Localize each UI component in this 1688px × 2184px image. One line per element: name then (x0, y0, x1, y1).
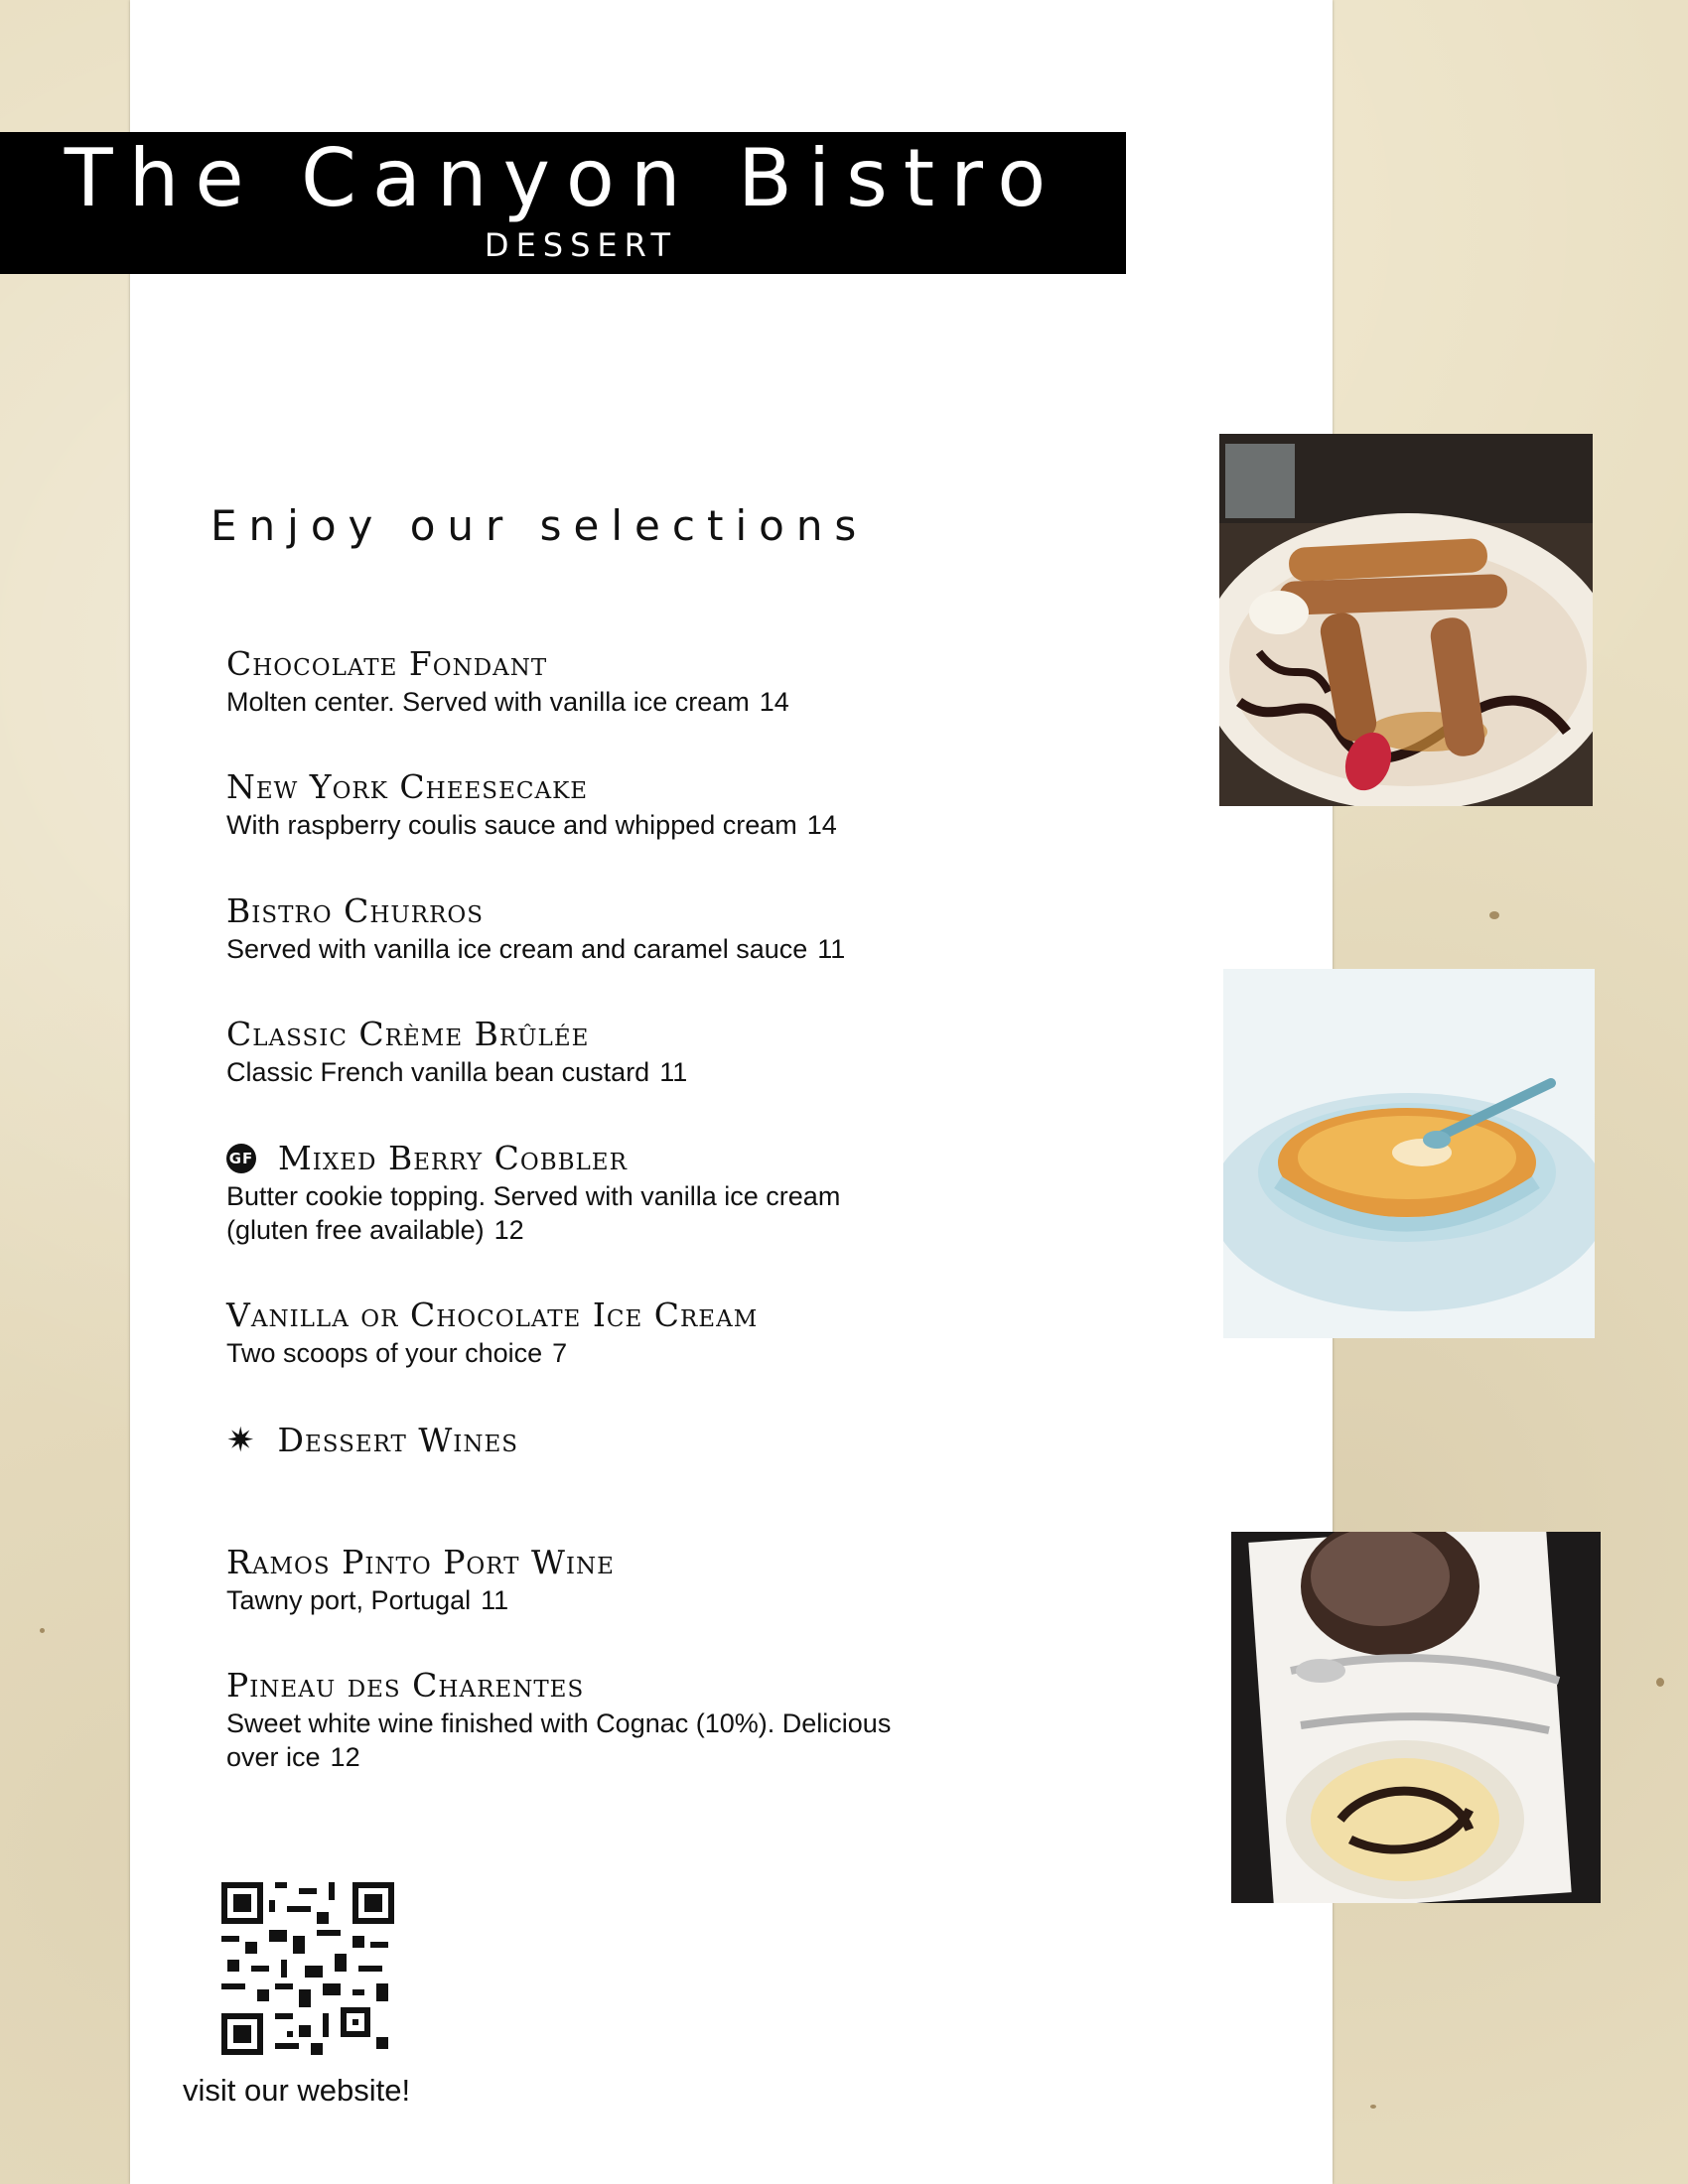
menu-item-description: Butter cookie topping. Served with vanilla ice cream (226, 1181, 841, 1211)
menu-item-price: 11 (481, 1585, 509, 1615)
menu-item-price: 12 (330, 1742, 360, 1772)
menu-item-description: Sweet white wine finished with Cognac (10%). Delicious (226, 1708, 892, 1738)
menu-item-price: 12 (493, 1215, 524, 1245)
qr-code[interactable] (218, 1882, 397, 2055)
section-heading (226, 1422, 1021, 1459)
creme-brulee-photo (1223, 969, 1595, 1338)
menu-item-description: With raspberry coulis sauce and whipped cream (226, 810, 797, 840)
menu-item-name: Mixed Berry Cobbler (278, 1139, 628, 1177)
paper-fleck (40, 1628, 45, 1633)
paper-fleck (1656, 1678, 1664, 1687)
menu-section-title: DESSERT (484, 226, 678, 264)
paper-fleck (1370, 2105, 1376, 2109)
menu-item-name: Chocolate Fondant (226, 644, 548, 683)
paper-fleck (1489, 911, 1499, 919)
menu-item (226, 892, 1021, 966)
menu-item (226, 1667, 1021, 1774)
section-title: Dessert Wines (277, 1421, 519, 1459)
menu-item-description: (gluten free available) (226, 1215, 485, 1245)
menu-item-name: New York Cheesecake (226, 767, 589, 806)
menu-item-price: 11 (817, 934, 846, 964)
menu-item (226, 1016, 1021, 1089)
menu-item-description: Served with vanilla ice cream and caramel sauce (226, 934, 808, 964)
menu-item-price: 11 (659, 1057, 688, 1087)
restaurant-name: The Canyon Bistro (64, 132, 1062, 224)
menu-item (226, 1297, 1021, 1370)
churros-photo (1219, 434, 1593, 806)
menu-item (226, 645, 1021, 719)
menu-page (130, 0, 1333, 2184)
menu-item-description: over ice (226, 1742, 321, 1772)
menu-item-name: Pineau des Charentes (226, 1666, 585, 1705)
menu-item-name: Classic Crème Brûlée (226, 1015, 590, 1053)
gluten-free-badge: GF (226, 1144, 256, 1173)
star-burst-icon: ✷ (226, 1421, 256, 1460)
menu-item-price: 14 (806, 810, 837, 840)
menu-item-description: Tawny port, Portugal (226, 1585, 472, 1615)
chocolate-fondant-photo (1231, 1532, 1601, 1903)
menu-item-description: Two scoops of your choice (226, 1338, 543, 1368)
menu-item (226, 1544, 1021, 1617)
menu-item-description: Classic French vanilla bean custard (226, 1057, 650, 1087)
qr-code-label: visit our website! (183, 2073, 411, 2108)
menu-item (226, 1140, 1021, 1247)
menu-item-price: 14 (759, 687, 789, 717)
menu-item-price: 7 (552, 1338, 568, 1368)
menu-item-description: Molten center. Served with vanilla ice cream (226, 687, 750, 717)
tagline: Enjoy our selections (211, 501, 869, 550)
menu-item-name: Vanilla or Chocolate Ice Cream (226, 1296, 759, 1334)
menu-item-name: Bistro Churros (226, 891, 485, 930)
menu-item-name: Ramos Pinto Port Wine (226, 1543, 615, 1581)
menu-item (226, 768, 1021, 842)
